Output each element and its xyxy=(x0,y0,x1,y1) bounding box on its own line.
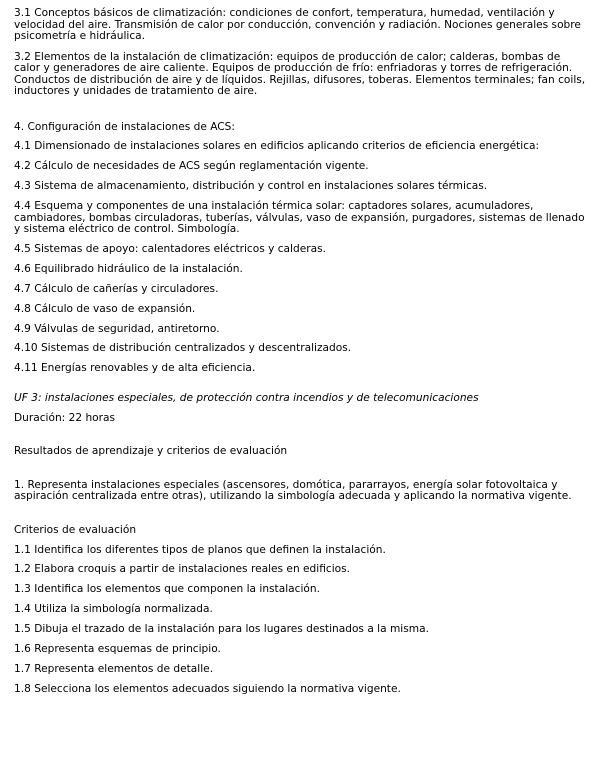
list-item-4-4: 4.4 Esquema y componentes de una instalación térmica solar: captadores solares, acumuladores, cambiadores, bombas circuladoras, tuberías, válvulas, vaso de expansión, purgadores, sistemas de llenado y sistema eléctrico de control. Simbología. xyxy=(14,200,585,236)
criteria-item-1-5: 1.5 Dibuja el trazado de la instalación para los lugares destinados a la misma. xyxy=(14,623,429,636)
list-item-4-3: 4.3 Sistema de almacenamiento, distribución y control en instalaciones solares térmicas. xyxy=(14,180,488,193)
paragraph-3-1: 3.1 Conceptos básicos de climatización: condiciones de confort, temperatura, humedad, ventilación y velocidad del aire. Transmisión de calor por conducción, convención y radiación. Nociones generales sobre psicometría e hidráulica. xyxy=(14,7,581,42)
list-item-4-1: 4.1 Dimensionado de instalaciones solares en edificios aplicando criterios de eficiencia energética: xyxy=(14,140,540,153)
criteria-item-1-4: 1.4 Utiliza la simbología normalizada. xyxy=(14,603,213,616)
criteria-item-1-7: 1.7 Representa elementos de detalle. xyxy=(14,662,214,675)
list-item-4-5: 4.5 Sistemas de apoyo: calentadores eléctricos y calderas. xyxy=(14,242,326,255)
list-item-4-10: 4.10 Sistemas de distribución centralizados y descentralizados. xyxy=(14,342,352,355)
paragraph-3-2: 3.2 Elementos de la instalación de climatización: equipos de producción de calor; calderas, bombas de calor y generadores de aire caliente. Equipos de producción de frío: enfriadoras y torres de refrigeración. Conductos de distribución de aire y de líquidos. Rejillas, difusores, toberas. Elementos terminales; fan coils, inductores y unidades de tratamiento de aire. xyxy=(14,50,586,97)
list-item-4-6: 4.6 Equilibrado hidráulico de la instalación. xyxy=(14,262,243,275)
criteria-item-1-6: 1.6 Representa esquemas de principio. xyxy=(14,643,221,656)
criteria-heading: Criterios de evaluación xyxy=(14,523,137,536)
section-4-heading: 4. Configuración de instalaciones de ACS: xyxy=(14,120,235,133)
criteria-item-1-3: 1.3 Identifica los elementos que componen la instalación. xyxy=(14,583,320,596)
criteria-item-1-1: 1.1 Identifica los diferentes tipos de planos que definen la instalación. xyxy=(14,543,386,556)
list-item-4-11: 4.11 Energías renovables y de alta eficiencia. xyxy=(14,362,256,375)
results-heading: Resultados de aprendizaje y criterios de evaluación xyxy=(14,445,288,458)
uf3-duration: Duración: 22 horas xyxy=(14,411,116,424)
criteria-item-1-2: 1.2 Elabora croquis a partir de instalaciones reales en edificios. xyxy=(14,563,351,576)
criteria-item-1-8: 1.8 Selecciona los elementos adecuados siguiendo la normativa vigente. xyxy=(14,682,401,695)
result-1: 1. Representa instalaciones especiales (ascensores, domótica, pararrayos, energía solar fotovoltaica y aspiración centralizada entre otras), utilizando la simbología adecuada y aplicando la normativa vigente. xyxy=(14,478,572,503)
list-item-4-7: 4.7 Cálculo de cañerías y circuladores. xyxy=(14,282,219,295)
list-item-4-2: 4.2 Cálculo de necesidades de ACS según reglamentación vigente. xyxy=(14,160,369,173)
list-item-4-8: 4.8 Cálculo de vaso de expansión. xyxy=(14,302,196,315)
list-item-4-9: 4.9 Válvulas de seguridad, antiretorno. xyxy=(14,322,220,335)
uf3-title: UF 3: instalaciones especiales, de protección contra incendios y de telecomunicaciones xyxy=(14,391,479,404)
